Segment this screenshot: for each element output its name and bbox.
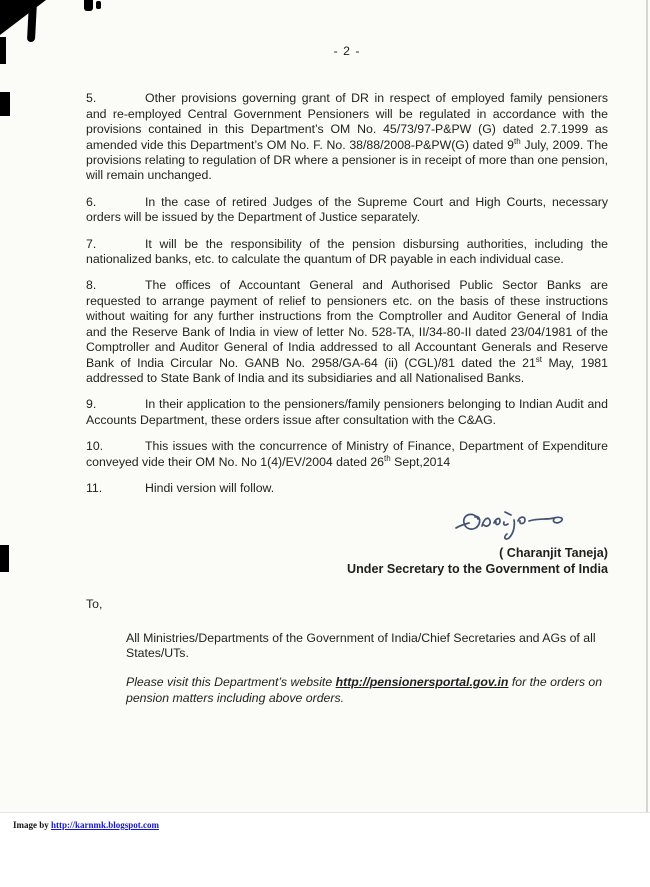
paragraph-8-number: 8. <box>86 278 97 293</box>
handwritten-signature-icon <box>448 507 580 545</box>
paragraph-8-text <box>86 278 608 384</box>
paragraph-5-number: 5. <box>86 91 97 106</box>
paragraph-5-text <box>86 91 608 182</box>
paragraph-7-text: It will be the responsibility of the pension disbursing authorities, including the nationalized banks, etc. to calculate the quantum of DR payable in each individual case. <box>86 236 608 267</box>
paragraph-7-number: 7. <box>86 236 97 251</box>
recipients-line: All Ministries/Departments of the Government of India/Chief Secretaries and AGs of all States/UTs. <box>126 630 596 660</box>
paragraph-11 <box>86 481 608 496</box>
pensioners-portal-link: http://pensionersportal.gov.in <box>335 675 509 690</box>
ordinal-suffix: th <box>514 136 521 146</box>
paragraph-9-number: 9. <box>86 397 97 412</box>
page-number: - 2 - <box>333 44 361 58</box>
text-segment: The offices of Accountant General and Authorised Public Sector Banks are requested to arrange payment of relief to pensioners etc. on the basis of these instructions without waiting for any further instructions from the Comptroller and Auditor General of India and the Reserve Bank of India in view of letter No. 528-TA, II/34-80-II dated 23/04/1981 of the Comptroller and Auditor General of India addressed to all Accountant Generals and Reserve Bank of India Circular No. GANB No. 2958/GA-64 (ii) (CGL)/81 dated the 21 <box>86 278 608 370</box>
paragraph-9-text: In their application to the pensioners/family pensioners belonging to Indian Audit and Accounts Department, these orders issue after consultation with the C&AG. <box>86 397 608 427</box>
paragraph-9 <box>86 397 608 428</box>
paragraph-11-number: 11. <box>86 480 103 495</box>
text-segment: May, 1981 addressed to State Bank of India and its subsidiaries and all Nationalised Banks. <box>86 355 608 385</box>
paragraph-10-text <box>86 439 608 468</box>
paragraph-6 <box>86 195 608 226</box>
paragraph-8 <box>86 278 608 386</box>
scan-artifact-edge-bar <box>0 545 9 572</box>
paragraph-7 <box>86 237 608 268</box>
signatory-name: ( Charanjit Taneja) <box>499 546 608 561</box>
paragraph-10 <box>86 439 608 470</box>
ordinal-suffix: st <box>535 354 543 364</box>
note-text: Please visit this Department’s website <box>126 675 336 690</box>
scan-artifact-streak <box>27 0 37 42</box>
text-segment: July, 2009. The provisions relating to regulation of DR where a pensioner is in receipt of more than one pension, will remain unchanged. <box>86 137 608 183</box>
document-content <box>86 0 608 706</box>
scan-artifact-edge-bar <box>0 37 6 64</box>
paragraph-11-text: Hindi version will follow. <box>145 480 275 495</box>
scan-page-right-edge <box>646 0 648 812</box>
to-label: To, <box>86 597 103 612</box>
footer-credit <box>13 820 159 830</box>
text-segment: Sept,2014 <box>390 454 451 469</box>
signature-stroke <box>456 512 562 539</box>
scan-artifact-edge-bar <box>0 92 10 116</box>
paragraph-5 <box>86 91 608 183</box>
text-segment: This issues with the concurrence of Ministry of Finance, Department of Expenditure conveyed vide their OM No. No 1(4)/EV/2004 dated 26 <box>86 439 608 469</box>
paragraph-6-number: 6. <box>86 194 97 209</box>
ordinal-suffix: th <box>384 453 391 463</box>
text-segment: Other provisions governing grant of DR in respect of employed family pensioners and re-employed Central Government Pensioners will be regulated in accordance with the provisions contained in this Department’s OM No. 45/73/97-P&PW (G) dated 2.7.1999 as amended vide this Department’s OM No. F. No. 38/88/2008-P&PW(G) dated 9 <box>86 91 608 152</box>
signature-row <box>86 507 608 545</box>
blogspot-credit-link: http://karnmk.blogspot.com <box>51 820 160 830</box>
paragraph-10-number: 10. <box>86 439 104 454</box>
note-text: for the orders on pension matters including above orders. <box>126 675 603 705</box>
signatory-title: Under Secretary to the Government of India <box>346 561 608 576</box>
credit-prefix: Image by <box>13 820 51 830</box>
website-note <box>126 675 604 706</box>
scan-artifact-corner <box>0 0 46 35</box>
paragraph-6-text: In the case of retired Judges of the Supreme Court and High Courts, necessary orders will be issued by the Department of Justice separately. <box>86 194 608 225</box>
